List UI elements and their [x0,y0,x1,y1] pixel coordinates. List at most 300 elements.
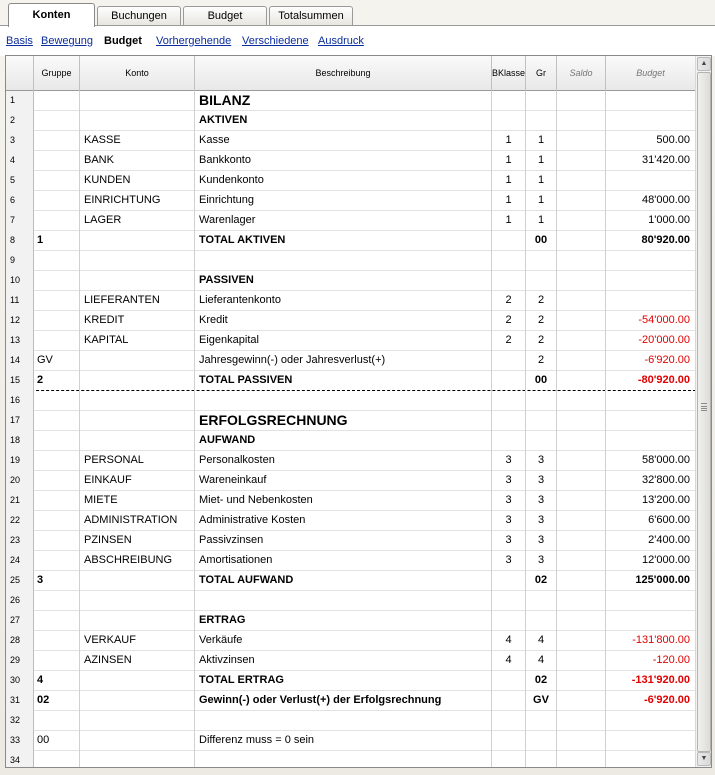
cell-gr[interactable]: 1 [526,131,557,151]
cell-konto[interactable] [80,711,195,731]
cell-saldo[interactable] [557,271,606,291]
cell-saldo[interactable] [557,151,606,171]
cell-saldo[interactable] [557,131,606,151]
cell-beschreibung[interactable]: AUFWAND [195,431,492,451]
cell-saldo[interactable] [557,471,606,491]
table-row[interactable] [6,311,696,331]
view-budget[interactable]: Budget [104,35,142,47]
table-row[interactable] [6,571,696,591]
cell-bklasse[interactable]: 3 [492,451,526,471]
cell-budget[interactable] [606,711,696,731]
cell-bklasse[interactable]: 4 [492,631,526,651]
cell-saldo[interactable] [557,251,606,271]
table-row[interactable] [6,131,696,151]
cell-saldo[interactable] [557,591,606,611]
header-budget[interactable]: Budget [606,56,696,91]
cell-beschreibung[interactable]: Kundenkonto [195,171,492,191]
cell-budget[interactable]: -54'000.00 [606,311,696,331]
cell-beschreibung[interactable] [195,251,492,271]
row-number: 18 [6,431,34,451]
cell-beschreibung[interactable] [195,391,492,411]
header-bklasse[interactable]: BKlasse [492,56,526,91]
table-row[interactable] [6,471,696,491]
cell-gr[interactable]: 2 [526,311,557,331]
cell-beschreibung[interactable]: TOTAL AUFWAND [195,571,492,591]
cell-gruppe[interactable] [34,591,80,611]
cell-gr[interactable]: 02 [526,571,557,591]
cell-bklasse[interactable] [492,231,526,251]
cell-bklasse[interactable] [492,571,526,591]
cell-konto[interactable]: VERKAUF [80,631,195,651]
cell-gruppe[interactable] [34,251,80,271]
cell-gruppe[interactable] [34,711,80,731]
header-beschreibung[interactable]: Beschreibung [195,56,492,91]
cell-konto[interactable]: KREDIT [80,311,195,331]
tab-buchungen[interactable]: Buchungen [97,6,181,26]
cell-saldo[interactable] [557,231,606,251]
table-row[interactable] [6,391,696,411]
cell-konto[interactable] [80,91,195,111]
view-basis[interactable]: Basis [6,35,33,47]
cell-gr[interactable] [526,711,557,731]
table-row[interactable] [6,271,696,291]
cell-gruppe[interactable] [34,151,80,171]
cell-gruppe[interactable]: 3 [34,571,80,591]
cell-gruppe[interactable] [34,211,80,231]
cell-budget[interactable] [606,751,696,768]
cell-budget[interactable]: 13'200.00 [606,491,696,511]
header-gruppe[interactable]: Gruppe [34,56,80,91]
cell-konto[interactable]: LIEFERANTEN [80,291,195,311]
cell-beschreibung[interactable]: Lieferantenkonto [195,291,492,311]
cell-bklasse[interactable] [492,251,526,271]
cell-saldo[interactable] [557,391,606,411]
cell-gr[interactable] [526,731,557,751]
cell-gruppe[interactable] [34,411,80,431]
tab-konten[interactable]: Konten [8,3,95,27]
cell-beschreibung[interactable]: Aktivzinsen [195,651,492,671]
cell-saldo[interactable] [557,371,606,391]
cell-saldo[interactable] [557,491,606,511]
cell-beschreibung[interactable]: Differenz muss = 0 sein [195,731,492,751]
cell-gruppe[interactable] [34,391,80,411]
scrollbar-thumb[interactable] [697,72,711,752]
cell-konto[interactable] [80,751,195,768]
view-bewegung[interactable]: Bewegung [41,35,93,47]
cell-konto[interactable] [80,431,195,451]
table-row[interactable] [6,671,696,691]
cell-konto[interactable]: KAPITAL [80,331,195,351]
cell-budget[interactable]: 2'400.00 [606,531,696,551]
cell-budget[interactable] [606,171,696,191]
cell-bklasse[interactable]: 1 [492,191,526,211]
cell-bklasse[interactable]: 2 [492,291,526,311]
cell-gr[interactable]: 3 [526,511,557,531]
cell-konto[interactable] [80,611,195,631]
table-row[interactable] [6,351,696,371]
cell-beschreibung[interactable]: Gewinn(-) oder Verlust(+) der Erfolgsrechnung [195,691,492,711]
table-row[interactable] [6,591,696,611]
cell-gruppe[interactable] [34,431,80,451]
cell-beschreibung[interactable] [195,711,492,731]
cell-beschreibung[interactable]: Amortisationen [195,551,492,571]
cell-beschreibung[interactable]: Bankkonto [195,151,492,171]
cell-saldo[interactable] [557,331,606,351]
cell-beschreibung[interactable]: Warenlager [195,211,492,231]
table-row[interactable] [6,431,696,451]
cell-bklasse[interactable] [492,271,526,291]
cell-saldo[interactable] [557,651,606,671]
table-row[interactable] [6,651,696,671]
cell-gr[interactable]: 2 [526,331,557,351]
cell-konto[interactable] [80,351,195,371]
scroll-up-icon[interactable]: ▲ [697,57,711,71]
cell-bklasse[interactable]: 2 [492,311,526,331]
cell-gr[interactable] [526,611,557,631]
cell-gruppe[interactable] [34,451,80,471]
cell-konto[interactable] [80,271,195,291]
cell-gr[interactable] [526,111,557,131]
cell-gr[interactable]: 3 [526,531,557,551]
cell-beschreibung[interactable]: Administrative Kosten [195,511,492,531]
cell-saldo[interactable] [557,511,606,531]
view-verschiedene[interactable]: Verschiedene [242,35,309,47]
cell-saldo[interactable] [557,531,606,551]
cell-gr[interactable]: 4 [526,631,557,651]
cell-beschreibung[interactable]: Personalkosten [195,451,492,471]
cell-gr[interactable] [526,591,557,611]
cell-gruppe[interactable]: 4 [34,671,80,691]
cell-saldo[interactable] [557,751,606,768]
cell-gr[interactable]: 00 [526,231,557,251]
cell-budget[interactable] [606,391,696,411]
cell-budget[interactable]: 500.00 [606,131,696,151]
row-number: 27 [6,611,34,631]
cell-konto[interactable]: KASSE [80,131,195,151]
cell-budget[interactable]: -131'800.00 [606,631,696,651]
cell-saldo[interactable] [557,411,606,431]
cell-gr[interactable] [526,91,557,111]
cell-bklasse[interactable] [492,431,526,451]
cell-beschreibung[interactable]: Miet- und Nebenkosten [195,491,492,511]
cell-budget[interactable]: 80'920.00 [606,231,696,251]
cell-beschreibung[interactable]: Kasse [195,131,492,151]
cell-budget[interactable] [606,91,696,111]
cell-beschreibung[interactable]: BILANZ [195,91,492,111]
table-row[interactable] [6,211,696,231]
cell-konto[interactable] [80,371,195,391]
cell-saldo[interactable] [557,731,606,751]
cell-gr[interactable] [526,251,557,271]
cell-gruppe[interactable] [34,611,80,631]
table-row[interactable] [6,511,696,531]
cell-saldo[interactable] [557,451,606,471]
cell-konto[interactable] [80,671,195,691]
cell-beschreibung[interactable]: Verkäufe [195,631,492,651]
cell-budget[interactable]: -131'920.00 [606,671,696,691]
cell-bklasse[interactable]: 3 [492,471,526,491]
cell-beschreibung[interactable] [195,591,492,611]
cell-gruppe[interactable] [34,331,80,351]
table-row[interactable] [6,171,696,191]
cell-gruppe[interactable]: GV [34,351,80,371]
cell-gruppe[interactable] [34,311,80,331]
table-row[interactable] [6,111,696,131]
cell-saldo[interactable] [557,191,606,211]
cell-beschreibung[interactable]: Einrichtung [195,191,492,211]
cell-beschreibung[interactable]: ERFOLGSRECHNUNG [195,411,492,431]
row-number: 26 [6,591,34,611]
cell-budget[interactable]: 31'420.00 [606,151,696,171]
cell-budget[interactable]: 6'600.00 [606,511,696,531]
cell-gr[interactable]: 2 [526,291,557,311]
cell-budget[interactable] [606,251,696,271]
row-number: 8 [6,231,34,251]
cell-saldo[interactable] [557,171,606,191]
cell-gr[interactable]: GV [526,691,557,711]
cell-gruppe[interactable] [34,751,80,768]
header-konto[interactable]: Konto [80,56,195,91]
cell-konto[interactable]: KUNDEN [80,171,195,191]
cell-gr[interactable]: 3 [526,491,557,511]
cell-gruppe[interactable] [34,531,80,551]
cell-beschreibung[interactable]: TOTAL ERTRAG [195,671,492,691]
cell-saldo[interactable] [557,91,606,111]
cell-bklasse[interactable] [492,411,526,431]
cell-budget[interactable]: 12'000.00 [606,551,696,571]
cell-gruppe[interactable] [34,111,80,131]
cell-budget[interactable] [606,731,696,751]
cell-gruppe[interactable] [34,511,80,531]
cell-konto[interactable] [80,111,195,131]
cell-bklasse[interactable]: 1 [492,171,526,191]
cell-gr[interactable] [526,411,557,431]
table-row[interactable] [6,191,696,211]
cell-konto[interactable] [80,411,195,431]
cell-konto[interactable]: LAGER [80,211,195,231]
cell-bklasse[interactable] [492,731,526,751]
cell-gr[interactable] [526,271,557,291]
cell-beschreibung[interactable]: Passivzinsen [195,531,492,551]
cell-gr[interactable]: 1 [526,211,557,231]
cell-bklasse[interactable]: 3 [492,511,526,531]
cell-beschreibung[interactable]: TOTAL PASSIVEN [195,371,492,391]
cell-budget[interactable]: 125'000.00 [606,571,696,591]
cell-konto[interactable]: ABSCHREIBUNG [80,551,195,571]
cell-beschreibung[interactable]: ERTRAG [195,611,492,631]
cell-gruppe[interactable] [34,191,80,211]
cell-gruppe[interactable] [34,631,80,651]
cell-gr[interactable] [526,751,557,768]
cell-beschreibung[interactable]: Wareneinkauf [195,471,492,491]
table-row[interactable] [6,151,696,171]
table-row[interactable] [6,371,696,391]
cell-budget[interactable]: -20'000.00 [606,331,696,351]
cell-bklasse[interactable]: 3 [492,551,526,571]
cell-konto[interactable] [80,591,195,611]
cell-budget[interactable]: 1'000.00 [606,211,696,231]
cell-gr[interactable]: 3 [526,551,557,571]
cell-budget[interactable]: 32'800.00 [606,471,696,491]
scroll-down-icon[interactable]: ▼ [697,752,711,766]
header-saldo[interactable]: Saldo [557,56,606,91]
cell-bklasse[interactable] [492,751,526,768]
tab-budget[interactable]: Budget [183,6,267,26]
cell-budget[interactable]: -80'920.00 [606,371,696,391]
cell-gr[interactable]: 00 [526,371,557,391]
cell-budget[interactable]: 58'000.00 [606,451,696,471]
table-row[interactable] [6,731,696,751]
cell-budget[interactable] [606,611,696,631]
cell-gr[interactable]: 02 [526,671,557,691]
cell-bklasse[interactable]: 1 [492,211,526,231]
cell-konto[interactable] [80,571,195,591]
cell-konto[interactable] [80,731,195,751]
cell-bklasse[interactable] [492,111,526,131]
cell-gruppe[interactable] [34,291,80,311]
table-row[interactable] [6,631,696,651]
cell-beschreibung[interactable]: TOTAL AKTIVEN [195,231,492,251]
row-number: 34 [6,751,34,768]
cell-konto[interactable] [80,251,195,271]
cell-gr[interactable]: 2 [526,351,557,371]
cell-bklasse[interactable]: 2 [492,331,526,351]
cell-gruppe[interactable] [34,651,80,671]
cell-bklasse[interactable]: 3 [492,531,526,551]
cell-konto[interactable]: MIETE [80,491,195,511]
cell-saldo[interactable] [557,611,606,631]
cell-beschreibung[interactable] [195,751,492,768]
cell-beschreibung[interactable]: Jahresgewinn(-) oder Jahresverlust(+) [195,351,492,371]
cell-budget[interactable]: -6'920.00 [606,351,696,371]
cell-gruppe[interactable] [34,131,80,151]
cell-beschreibung[interactable]: AKTIVEN [195,111,492,131]
table-row[interactable] [6,751,696,768]
cell-saldo[interactable] [557,211,606,231]
cell-beschreibung[interactable]: PASSIVEN [195,271,492,291]
cell-gruppe[interactable]: 2 [34,371,80,391]
cell-saldo[interactable] [557,311,606,331]
cell-gr[interactable]: 3 [526,451,557,471]
cell-bklasse[interactable] [492,691,526,711]
cell-budget[interactable]: -6'920.00 [606,691,696,711]
cell-saldo[interactable] [557,691,606,711]
cell-gruppe[interactable] [34,271,80,291]
cell-konto[interactable]: PZINSEN [80,531,195,551]
cell-gr[interactable]: 1 [526,191,557,211]
cell-saldo[interactable] [557,111,606,131]
cell-budget[interactable] [606,111,696,131]
table-row[interactable] [6,251,696,271]
cell-bklasse[interactable] [492,351,526,371]
cell-konto[interactable] [80,691,195,711]
cell-bklasse[interactable] [492,91,526,111]
cell-gruppe[interactable]: 00 [34,731,80,751]
cell-saldo[interactable] [557,351,606,371]
cell-gr[interactable]: 1 [526,151,557,171]
cell-gruppe[interactable] [34,491,80,511]
cell-konto[interactable] [80,391,195,411]
cell-konto[interactable]: ADMINISTRATION [80,511,195,531]
cell-bklasse[interactable] [492,671,526,691]
table-row[interactable] [6,231,696,251]
cell-gr[interactable]: 1 [526,171,557,191]
cell-konto[interactable]: EINKAUF [80,471,195,491]
cell-gr[interactable]: 3 [526,471,557,491]
cell-bklasse[interactable] [492,371,526,391]
table-row[interactable] [6,611,696,631]
cell-konto[interactable]: AZINSEN [80,651,195,671]
cell-gr[interactable]: 4 [526,651,557,671]
cell-gruppe[interactable]: 02 [34,691,80,711]
cell-bklasse[interactable]: 3 [492,491,526,511]
row-number: 13 [6,331,34,351]
cell-gr[interactable] [526,431,557,451]
table-row[interactable] [6,691,696,711]
cell-saldo[interactable] [557,671,606,691]
row-number: 19 [6,451,34,471]
view-ausdruck[interactable]: Ausdruck [318,35,364,47]
cell-gr[interactable] [526,391,557,411]
header-gr[interactable]: Gr [526,56,557,91]
cell-konto[interactable]: PERSONAL [80,451,195,471]
cell-bklasse[interactable] [492,591,526,611]
cell-saldo[interactable] [557,711,606,731]
cell-budget[interactable]: -120.00 [606,651,696,671]
table-row[interactable] [6,411,696,431]
cell-saldo[interactable] [557,571,606,591]
vertical-scrollbar[interactable] [695,56,711,767]
cell-bklasse[interactable]: 1 [492,131,526,151]
cell-budget[interactable] [606,431,696,451]
cell-saldo[interactable] [557,551,606,571]
cell-gruppe[interactable] [34,471,80,491]
cell-budget[interactable] [606,411,696,431]
cell-bklasse[interactable]: 4 [492,651,526,671]
view-vorhergehende[interactable]: Vorhergehende [156,35,232,47]
table-row[interactable] [6,531,696,551]
table-row[interactable] [6,711,696,731]
cell-konto[interactable] [80,231,195,251]
cell-bklasse[interactable] [492,611,526,631]
cell-budget[interactable]: 48'000.00 [606,191,696,211]
cell-saldo[interactable] [557,431,606,451]
cell-gruppe[interactable] [34,171,80,191]
cell-beschreibung[interactable]: Kredit [195,311,492,331]
cell-konto[interactable]: BANK [80,151,195,171]
cell-bklasse[interactable] [492,391,526,411]
table-row[interactable] [6,331,696,351]
cell-bklasse[interactable] [492,711,526,731]
cell-gruppe[interactable] [34,91,80,111]
cell-saldo[interactable] [557,291,606,311]
cell-beschreibung[interactable]: Eigenkapital [195,331,492,351]
table-row[interactable] [6,551,696,571]
cell-budget[interactable] [606,291,696,311]
cell-bklasse[interactable]: 1 [492,151,526,171]
table-row[interactable] [6,291,696,311]
cell-gruppe[interactable]: 1 [34,231,80,251]
cell-gruppe[interactable] [34,551,80,571]
table-row[interactable] [6,91,696,111]
cell-budget[interactable] [606,271,696,291]
table-row[interactable] [6,451,696,471]
cell-konto[interactable]: EINRICHTUNG [80,191,195,211]
cell-saldo[interactable] [557,631,606,651]
table-row[interactable] [6,491,696,511]
cell-budget[interactable] [606,591,696,611]
tab-totalsummen[interactable]: Totalsummen [269,6,353,26]
